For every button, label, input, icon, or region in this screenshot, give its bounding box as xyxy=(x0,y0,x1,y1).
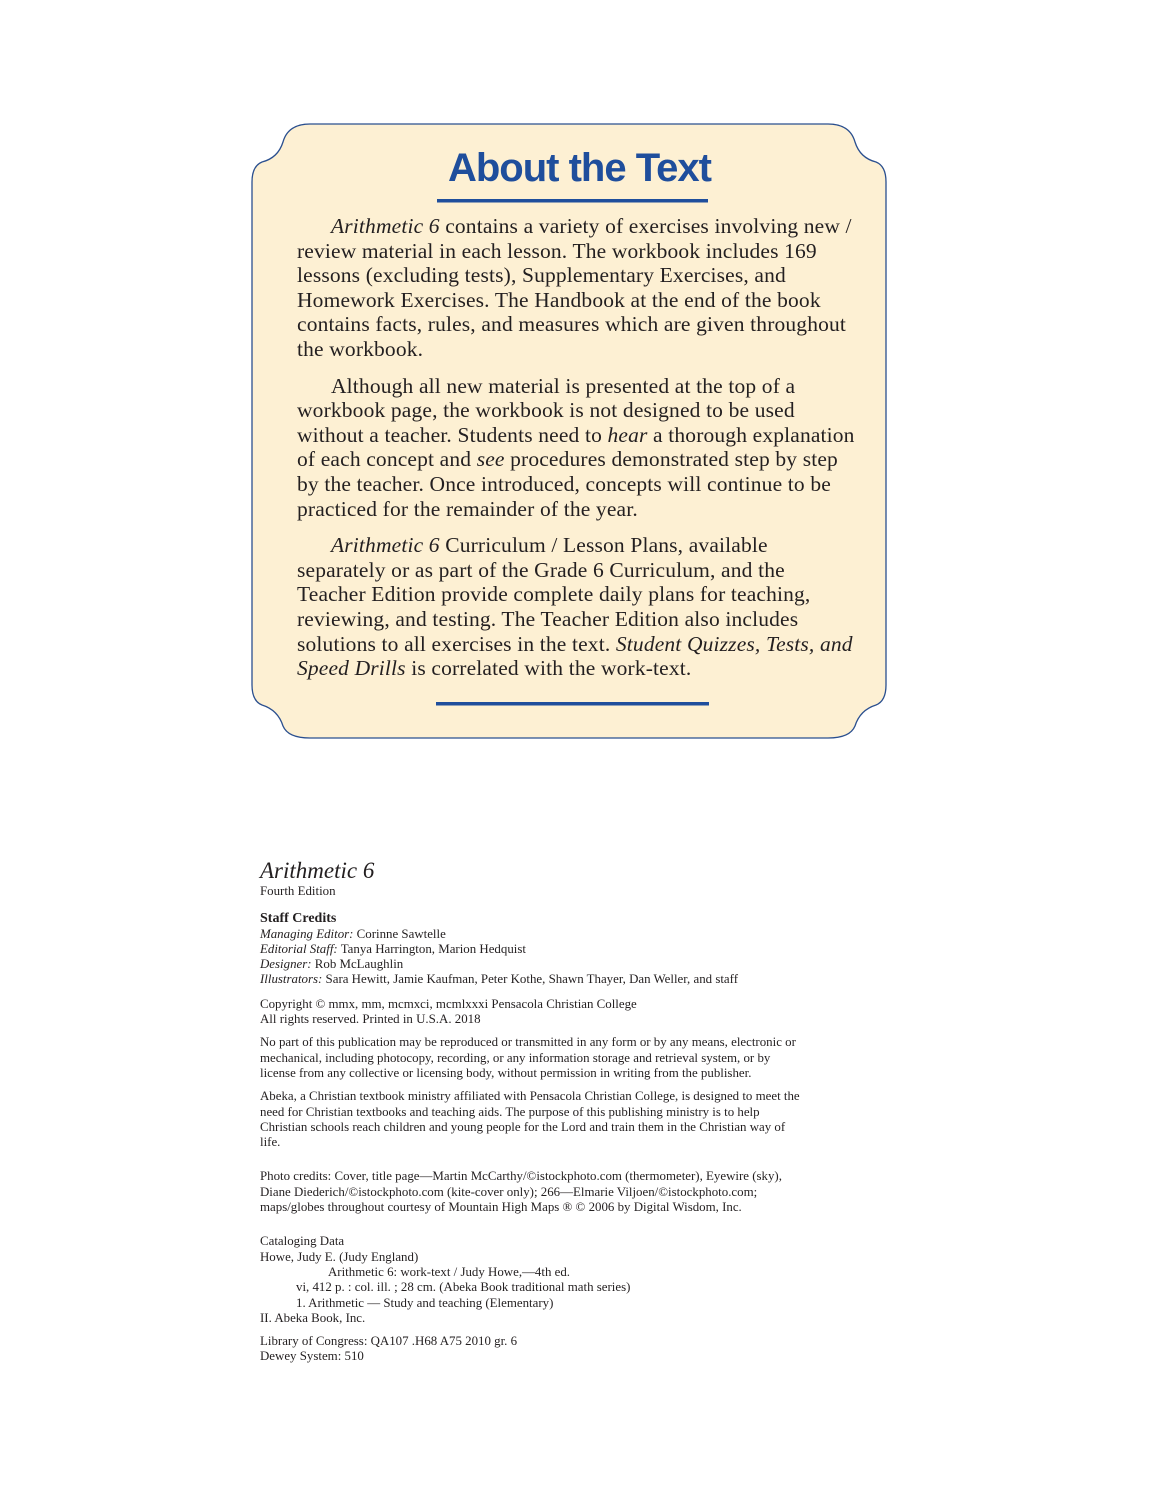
library-of-congress: Library of Congress: QA107 .H68 A75 2010 gr. 6 xyxy=(260,1334,518,1349)
cataloging-heading: Cataloging Data xyxy=(260,1234,345,1249)
credits-edition: Fourth Edition xyxy=(260,884,336,898)
about-paragraph-1: Arithmetic 6 contains a variety of exercises involving new / review material in each lesson. The workbook includes 169 lessons (excluding tests), Supplementary Exercises, and Homework Exercises. The Handbook at the end of the book contains facts, rules, and measures which are given throughout the workbook. xyxy=(297,214,852,361)
abeka-text: Abeka, a Christian textbook ministry affiliated with Pensacola Christian College, is designed to meet the need for Christian textbooks and teaching aids. The purpose of this publishing ministry is to help Christian schools reach children and young people for the Lord and train them in the Christian way of life. xyxy=(260,1089,800,1150)
managing-editor-line: Managing Editor: Corinne Sawtelle xyxy=(260,926,446,941)
cataloging-pages-line: vi, 412 p. : col. ill. ; 28 cm. (Abeka Book traditional math series) xyxy=(296,1280,631,1295)
about-body xyxy=(297,214,857,693)
dewey-system: Dewey System: 510 xyxy=(260,1349,364,1364)
cataloging-title-line: Arithmetic 6: work-text / Judy Howe,—4th ed. xyxy=(328,1264,571,1279)
designer-line: Designer: Rob McLaughlin xyxy=(260,957,404,972)
staff-credits-heading: Staff Credits xyxy=(260,911,337,927)
about-title: About the Text xyxy=(447,146,711,190)
copyright-line-2: All rights reserved. Printed in U.S.A. 2018 xyxy=(260,1012,481,1027)
cataloging-author: Howe, Judy E. (Judy England) xyxy=(260,1249,419,1264)
editorial-staff-line: Editorial Staff: Tanya Harrington, Marion Hedquist xyxy=(260,941,526,956)
about-paragraph-3: Arithmetic 6 Curriculum / Lesson Plans, available separately or as part of the Grade 6 Curriculum, and the Teacher Edition provide complete daily plans for teaching, reviewing, and testing. The Teacher Edition also includes solutions to all exercises in the text. Student Quizzes, Tests, and Speed Drills is correlated with the work-text. xyxy=(297,533,853,681)
cataloging-publisher-line: II. Abeka Book, Inc. xyxy=(260,1310,366,1325)
copyright-line-1: Copyright © mmx, mm, mcmxci, mcmlxxxi Pensacola Christian College xyxy=(260,996,637,1011)
about-paragraph-2: Although all new material is presented at the top of a workbook page, the workbook is not designed to be used without a teacher. Students need to hear a thorough explanation of each concept and see procedures demonstrated step by step by the teacher. Once introduced, concepts will continue to be practiced for the remainder of the year. xyxy=(297,373,855,521)
credits-section xyxy=(260,858,800,1365)
credits-book-title: Arithmetic 6 xyxy=(260,858,375,883)
rights-text: No part of this publication may be reproduced or transmitted in any form or by any means, electronic or mechanical, including photocopy, recording, or any information storage and retrieval system, or by license from any collective or licensing body, without permission in writing from the publisher. xyxy=(260,1035,796,1080)
illustrators-line: Illustrators: Sara Hewitt, Jamie Kaufman, Peter Kothe, Shawn Thayer, Dan Weller, and staff xyxy=(260,972,739,987)
photo-credits: Photo credits: Cover, title page—Martin McCarthy/©istockphoto.com (thermometer), Eyewire (sky), Diane Diederich/©istockphoto.com (kite-cover only); 266—Elmarie Viljoen/©istockphoto.com; maps/globes throughout courtesy of Mountain High Maps ® © 2006 by Digital Wisdom, Inc. xyxy=(260,1169,782,1215)
title-underline xyxy=(437,199,708,203)
panel-bottom-rule xyxy=(436,702,709,706)
cataloging-subject-line: 1. Arithmetic — Study and teaching (Elementary) xyxy=(296,1295,554,1310)
